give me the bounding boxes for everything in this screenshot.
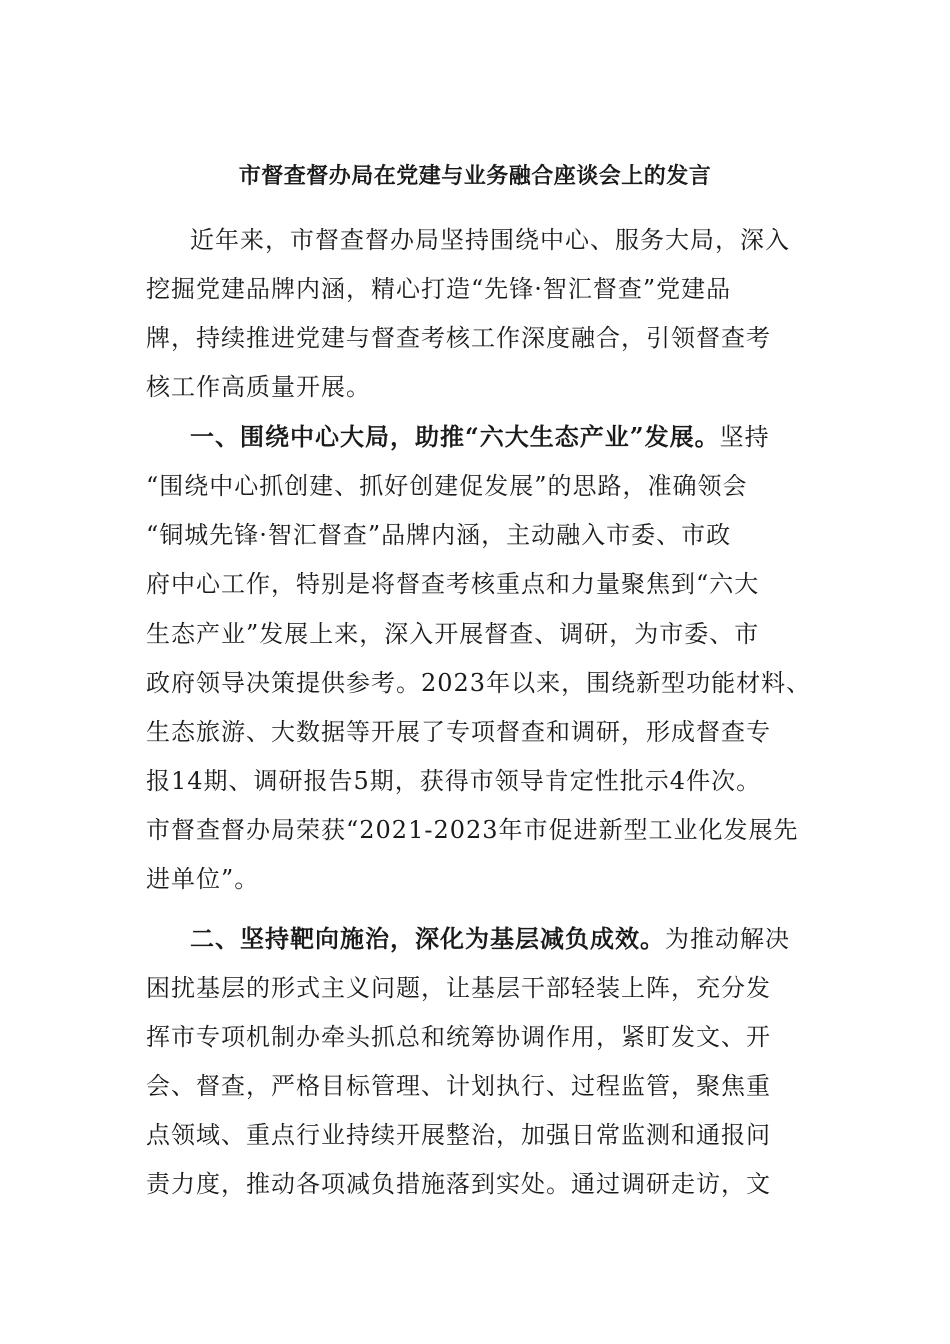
document-title: 市督查督办局在党建与业务融合座谈会上的发言 — [238, 163, 712, 189]
paragraph-2-line-10: 进单位”。 — [146, 865, 260, 893]
paragraph-2-line-2: “围绕中心抓创建、抓好创建促发展”的思路，准确领会 — [146, 472, 748, 500]
paragraph-1-line-3: 牌，持续推进党建与督查考核工作深度融合，引领督查考 — [146, 324, 771, 352]
paragraph-2-line-1 — [190, 417, 770, 457]
paragraph-3-line-5: 点领域、重点行业持续开展整治，加强日常监测和通报问 — [146, 1121, 771, 1149]
paragraph-1-line-1: 近年来，市督查督办局坚持围绕中心、服务大局，深入 — [190, 226, 790, 254]
paragraph-1-line-2: 挖掘党建品牌内涵，精心打造“先锋·智汇督查”党建品 — [146, 275, 732, 303]
paragraph-2-line-7: 生态旅游、大数据等开展了专项督查和调研，形成督查专 — [146, 718, 771, 746]
paragraph-3-line-3: 挥市专项机制办牵头抓总和统筹协调作用，紧盯发文、开 — [146, 1023, 771, 1051]
paragraph-2-line-1-rest: 坚持 — [719, 423, 770, 451]
paragraph-3-line-1 — [190, 919, 790, 959]
paragraph-2-line-4: 府中心工作，特别是将督查考核重点和力量聚焦到“六大 — [146, 570, 760, 598]
paragraph-2-line-5: 生态产业”发展上来，深入开展督查、调研，为市委、市 — [146, 620, 760, 648]
paragraph-2-line-8: 报14期、调研报告5期，获得市领导肯定性批示4件次。 — [146, 767, 762, 795]
paragraph-1-line-4: 核工作高质量开展。 — [146, 373, 371, 401]
section-2-heading: 二、坚持靶向施治，深化为基层减负成效。 — [190, 924, 665, 953]
section-1-heading: 一、围绕中心大局，助推“六大生态产业”发展。 — [190, 422, 720, 451]
paragraph-3-line-4: 会、督查，严格目标管理、计划执行、过程监管，聚焦重 — [146, 1072, 771, 1100]
paragraph-3-line-6: 责力度，推动各项减负措施落到实处。通过调研走访，文 — [146, 1170, 771, 1198]
paragraph-3-line-1-rest: 为推动解决 — [665, 925, 790, 953]
paragraph-2-line-3: “铜城先锋·智汇督查”品牌内涵，主动融入市委、市政 — [146, 521, 732, 549]
paragraph-3-line-2: 困扰基层的形式主义问题，让基层干部轻装上阵，充分发 — [146, 974, 771, 1002]
paragraph-2-line-6: 政府领导决策提供参考。2023年以来，围绕新型功能材料、 — [146, 669, 812, 697]
paragraph-2-line-9: 市督查督办局荣获“2021-2023年市促进新型工业化发展先 — [146, 816, 799, 844]
